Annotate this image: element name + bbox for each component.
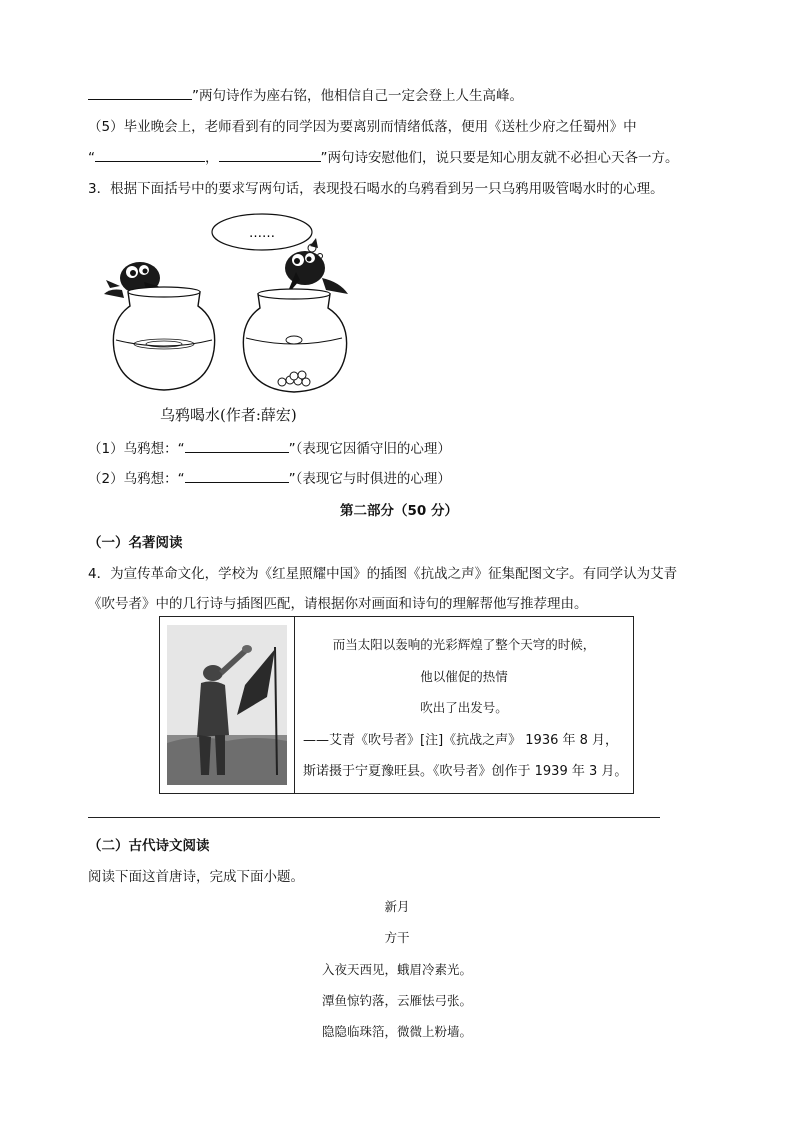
answer-blank[interactable] (88, 85, 192, 100)
question3-item2 (88, 467, 451, 487)
right-crow (285, 238, 348, 296)
text-segment: ”两句诗安慰他们，说只要是知心朋友就不必担心天各一方。 (320, 150, 679, 166)
illustration-caption: 乌鸦喝水(作者:薛宏) (160, 406, 297, 424)
section2-intro: 阅读下面这首唐诗，完成下面小题。 (88, 869, 304, 885)
poem-cell (295, 617, 633, 793)
poem-line-3: 吹出了出发号。 (420, 700, 508, 715)
tang-poem-line: 入夜天西见，蛾眉冷素光。 (321, 962, 472, 977)
text-segment: ”（表现它与时俱进的心理） (288, 471, 451, 487)
answer-blank[interactable] (185, 438, 289, 453)
answer-blank[interactable] (185, 468, 289, 483)
item5-line2 (88, 146, 679, 166)
right-jar (243, 289, 346, 392)
answer-blank[interactable] (95, 147, 205, 162)
question3-item1 (88, 437, 451, 457)
tang-poem-author: 方干 (384, 930, 410, 945)
text-segment: （2）乌鸦想：“ (88, 471, 185, 487)
answer-line[interactable] (88, 817, 660, 818)
photo-poem-box (159, 616, 634, 794)
tang-poem-line: 潭鱼惊钓落，云雁怯弓张。 (321, 993, 472, 1008)
comma: ， (205, 150, 219, 166)
line-item4-end (88, 84, 523, 104)
text-segment: （1）乌鸦想：“ (88, 441, 185, 457)
poem-line-2: 他以催促的热情 (420, 669, 508, 684)
answer-blank[interactable] (219, 147, 321, 162)
poem-note-line-2: 斯诺摄于宁夏豫旺县。《吹号者》创作于 1939 年 3 月。 (303, 764, 628, 779)
text-segment: ”（表现它因循守旧的心理） (288, 441, 451, 457)
poem-line-1: 而当太阳以轰响的光彩辉煌了整个天穹的时候， (332, 637, 596, 652)
question4-line2: 《吹号者》中的几行诗与插图匹配，请根据你对画面和诗句的理解帮他写推荐理由。 (88, 596, 588, 612)
tang-poem-line: 隐隐临珠箔，微微上粉墙。 (321, 1024, 472, 1039)
left-jar (113, 287, 214, 390)
crow-illustration (100, 210, 360, 395)
speech-bubble-text: …… (249, 226, 275, 241)
photo-cell (160, 617, 295, 793)
bugler-photo (167, 625, 287, 785)
question3-prompt: 3．根据下面括号中的要求写两句话，表现投石喝水的乌鸦看到另一只乌鸦用吸管喝水时的心理。 (88, 181, 664, 197)
section1-heading: （一）名著阅读 (88, 535, 183, 551)
tang-poem-title: 新月 (384, 899, 410, 914)
open-quote: “ (88, 150, 95, 166)
poem-note-line-1: ——艾青《吹号者》[注]《抗战之声》 1936 年 8 月， (303, 733, 619, 748)
section2-heading: （二）古代诗文阅读 (88, 838, 210, 854)
item5-line1: （5）毕业晚会上，老师看到有的同学因为要离别而情绪低落，便用《送杜少府之任蜀州》中 (88, 119, 637, 135)
part2-heading: 第二部分（50 分） (340, 503, 458, 519)
question4-line1: 4．为宣传革命文化，学校为《红星照耀中国》的插图《抗战之声》征集配图文字。有同学认为艾青 (88, 566, 678, 582)
text-segment: ”两句诗作为座右铭，他相信自己一定会登上人生高峰。 (192, 88, 523, 104)
